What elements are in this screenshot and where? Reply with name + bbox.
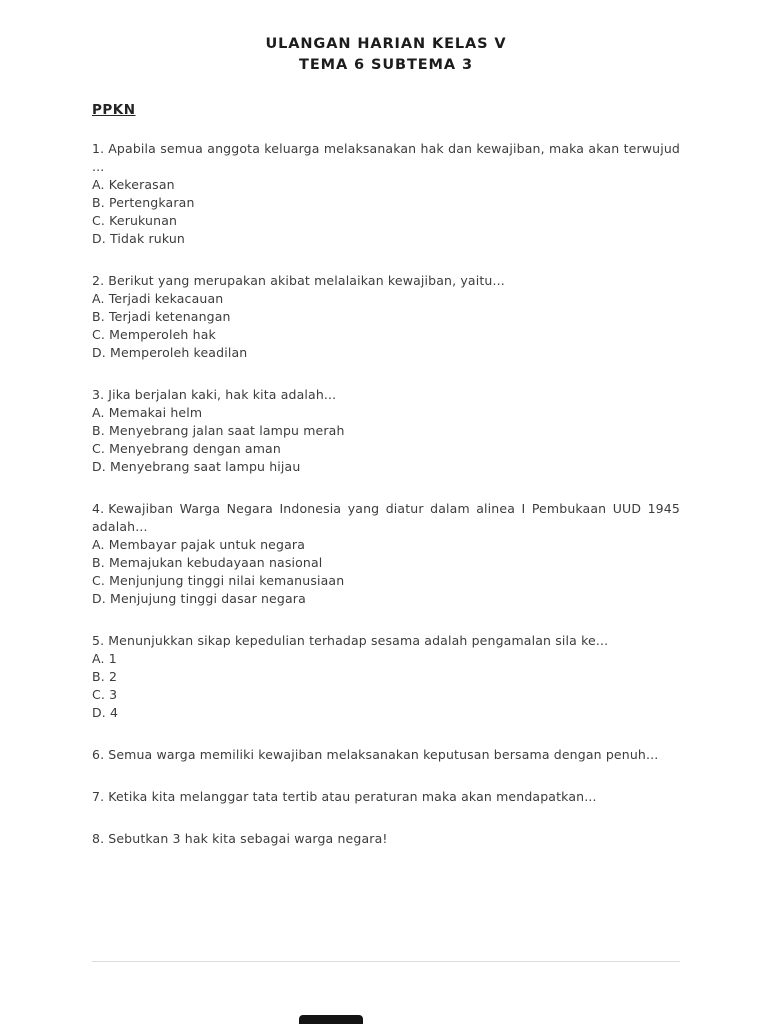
title-line-1: ULANGAN HARIAN KELAS V <box>265 36 507 52</box>
option-line: A. 1 <box>92 651 117 666</box>
option-line: C. Menjunjung tinggi nilai kemanusiaan <box>92 573 345 588</box>
option-line: C. Memperoleh hak <box>92 327 216 342</box>
question-number: 1. <box>92 141 105 156</box>
question-text: Jika berjalan kaki, hak kita adalah... <box>108 387 337 402</box>
question-text: Menunjukkan sikap kepedulian terhadap sesama adalah pengamalan sila ke... <box>108 633 609 648</box>
option-line: C. Menyebrang dengan aman <box>92 441 281 456</box>
question-text: Apabila semua anggota keluarga melaksanakan hak dan kewajiban, maka akan terwujud ... <box>92 141 680 174</box>
option-line: B. Memajukan kebudayaan nasional <box>92 555 323 570</box>
option-line: B. Menyebrang jalan saat lampu merah <box>92 423 345 438</box>
title-line-2: TEMA 6 SUBTEMA 3 <box>299 57 473 73</box>
section-heading: PPKN <box>92 102 136 118</box>
question-block <box>92 386 680 476</box>
question-number: 8. <box>92 831 105 846</box>
question-text: Semua warga memiliki kewajiban melaksanakan keputusan bersama dengan penuh... <box>108 747 659 762</box>
question-number: 4. <box>92 501 105 516</box>
option-line: A. Membayar pajak untuk negara <box>92 537 306 552</box>
option-line: D. Tidak rukun <box>92 231 185 246</box>
question-paragraph <box>92 500 680 536</box>
question-options <box>92 650 680 722</box>
option-line: A. Memakai helm <box>92 405 203 420</box>
option-line: B. Pertengkaran <box>92 195 195 210</box>
question-number: 6. <box>92 747 105 762</box>
question-options <box>92 176 680 248</box>
question-text: Kewajiban Warga Negara Indonesia yang diatur dalam alinea I Pembukaan UUD 1945 adalah... <box>92 501 680 534</box>
option-line: A. Kekerasan <box>92 177 175 192</box>
question-paragraph <box>92 632 680 650</box>
option-line: C. Kerukunan <box>92 213 178 228</box>
question-options <box>92 536 680 608</box>
question-block <box>92 830 680 848</box>
question-block <box>92 746 680 764</box>
option-line: A. Terjadi kekacauan <box>92 291 224 306</box>
option-line: B. 2 <box>92 669 118 684</box>
question-list <box>92 140 680 848</box>
question-text: Ketika kita melanggar tata tertib atau peraturan maka akan mendapatkan... <box>108 789 597 804</box>
question-block <box>92 500 680 608</box>
option-line: C. 3 <box>92 687 118 702</box>
option-line: D. Menjujung tinggi dasar negara <box>92 591 306 606</box>
option-line: D. Menyebrang saat lampu hijau <box>92 459 301 474</box>
question-block <box>92 632 680 722</box>
question-paragraph <box>92 272 680 290</box>
question-paragraph <box>92 830 680 848</box>
question-number: 5. <box>92 633 105 648</box>
question-block <box>92 272 680 362</box>
question-number: 2. <box>92 273 105 288</box>
option-line: B. Terjadi ketenangan <box>92 309 231 324</box>
question-text: Sebutkan 3 hak kita sebagai warga negara! <box>108 831 388 846</box>
question-text: Berikut yang merupakan akibat melalaikan kewajiban, yaitu... <box>108 273 505 288</box>
document-title <box>92 34 680 76</box>
question-options <box>92 290 680 362</box>
question-paragraph <box>92 386 680 404</box>
footer-divider <box>92 961 680 962</box>
question-paragraph <box>92 788 680 806</box>
option-line: D. 4 <box>92 705 119 720</box>
question-paragraph <box>92 140 680 176</box>
question-number: 3. <box>92 387 105 402</box>
option-line: D. Memperoleh keadilan <box>92 345 248 360</box>
question-options <box>92 404 680 476</box>
page-edge-artifact <box>299 1015 363 1024</box>
question-paragraph <box>92 746 680 764</box>
question-block <box>92 788 680 806</box>
question-block <box>92 140 680 248</box>
question-number: 7. <box>92 789 105 804</box>
